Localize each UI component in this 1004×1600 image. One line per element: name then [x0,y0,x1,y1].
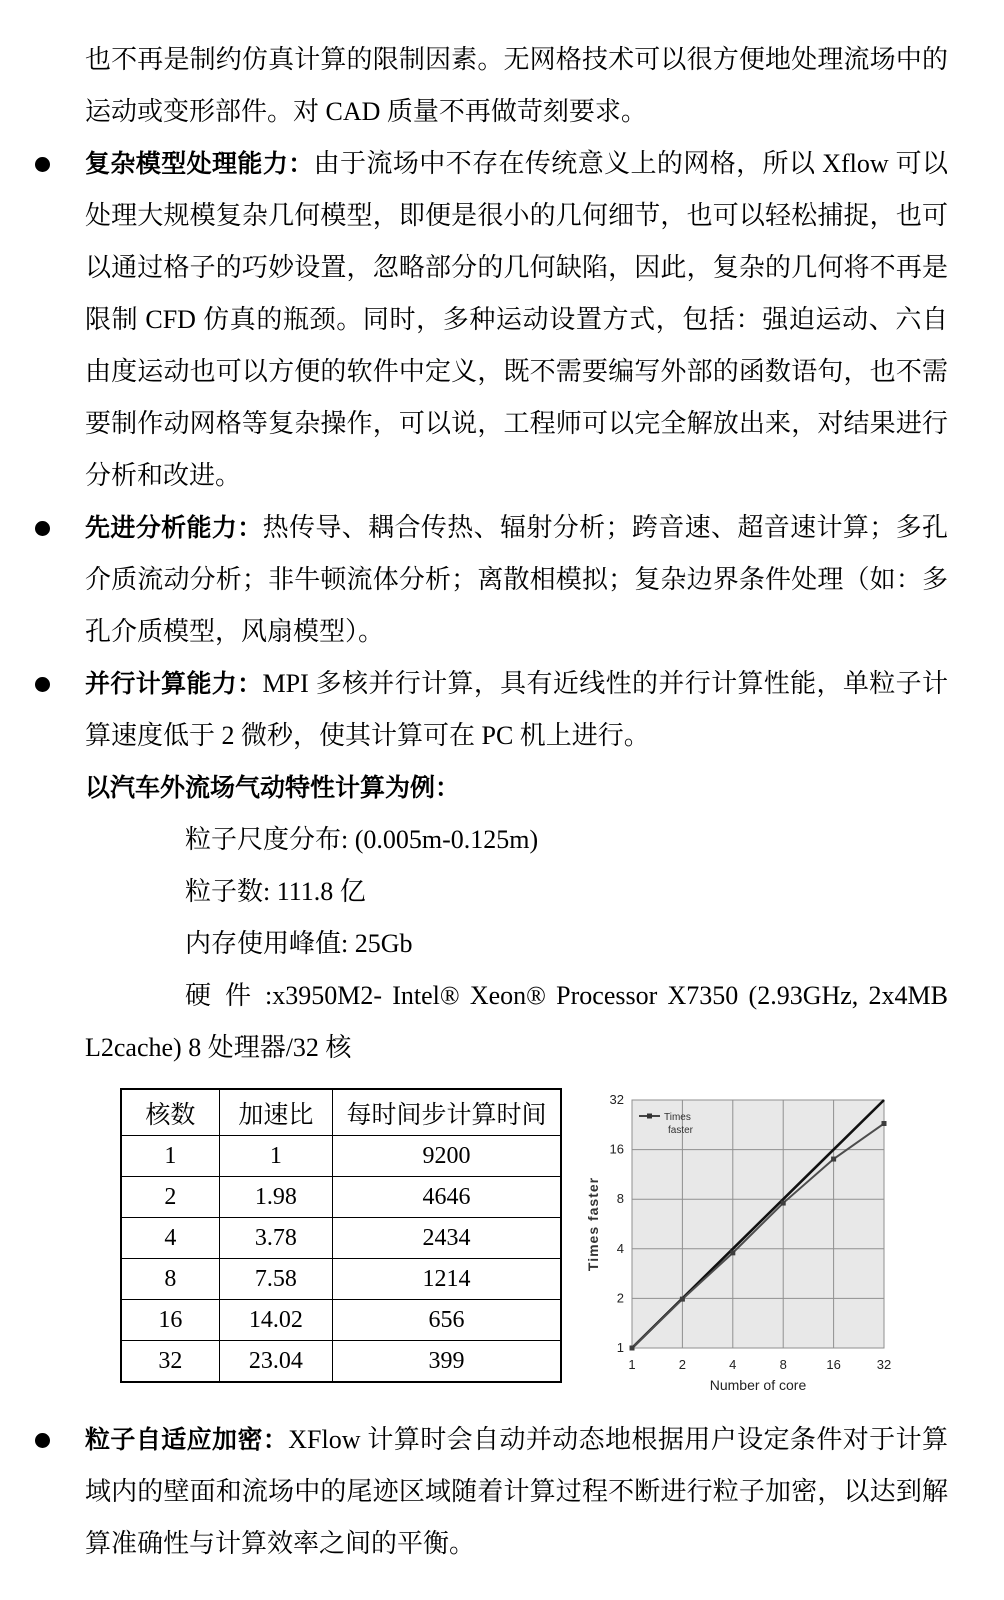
speedup-chart-svg [584,1090,936,1402]
data-marker [730,1250,735,1255]
bullet-body: 热传导、耦合传热、辐射分析；跨音速、超音速计算；多孔介质流动分析；非牛顿流体分析；离散相模拟；复杂边界条件处理（如：多孔介质模型，风扇模型）。 [85,513,948,646]
bullet-icon [35,1433,50,1448]
svg-text:1: 1 [616,1340,624,1355]
table-cell: 1214 [332,1259,561,1300]
svg-text:16: 16 [826,1357,841,1372]
svg-text:4: 4 [729,1357,737,1372]
table-cell: 8 [121,1259,219,1300]
spec-hardware: 硬 件 :x3950M2- Intel® Xeon® Processor X7350 (2.93GHz, 2x4MB L2cache) 8 处理器/32 核 [85,981,948,1062]
table-cell: 4646 [332,1177,561,1218]
svg-text:32: 32 [609,1092,624,1107]
svg-text:16: 16 [609,1141,624,1157]
table-row [121,1218,561,1259]
bullet-complex-model [85,138,948,502]
spec-particle-count: 粒子数: 111.8 亿 [185,877,366,906]
bullet-heading: 先进分析能力： [85,514,263,542]
table-cell: 32 [121,1341,219,1383]
data-marker [630,1346,635,1351]
table-row [121,1177,561,1218]
spec-memory-peak: 内存使用峰值: 25Gb [185,929,413,958]
table-row [121,1136,561,1177]
bullet-adaptive-refinement [85,1414,948,1570]
table-cell: 399 [332,1341,561,1383]
y-axis-label: Times faster [585,1176,601,1272]
svg-text:1: 1 [628,1357,636,1372]
table-cell: 1 [219,1136,332,1177]
svg-text:4: 4 [616,1240,624,1256]
spec-particle-size: 粒子尺度分布: (0.005m-0.125m) [185,825,539,854]
col-header-cores: 核数 [121,1089,219,1136]
bullet-body: XFlow 计算时会自动并动态地根据用户设定条件对于计算域内的壁面和流场中的尾迹区域随着计算过程不断进行粒子加密，以达到解算准确性与计算效率之间的平衡。 [85,1425,948,1558]
speedup-table-body [121,1136,561,1383]
table-cell: 16 [121,1300,219,1341]
table-cell: 4 [121,1218,219,1259]
table-cell: 7.58 [219,1259,332,1300]
table-cell: 2 [121,1177,219,1218]
data-marker [831,1157,836,1162]
intro-paragraph: 也不再是制约仿真计算的限制因素。无网格技术可以很方便地处理流场中的运动或变形部件。对 CAD 质量不再做苛刻要求。 [85,45,948,126]
bullet-parallel-computing [85,658,948,762]
svg-text:32: 32 [876,1357,892,1372]
col-header-time: 每时间步计算时间 [332,1089,561,1136]
x-axis-label: Number of core [709,1377,807,1393]
table-cell: 656 [332,1300,561,1341]
table-cell: 14.02 [219,1300,332,1341]
col-header-speedup: 加速比 [219,1089,332,1136]
svg-text:Times: Times [664,1112,691,1123]
table-cell: 3.78 [219,1218,332,1259]
data-marker [781,1201,786,1206]
table-cell: 9200 [332,1136,561,1177]
table-cell: 1.98 [219,1177,332,1218]
table-row [121,1341,561,1383]
bullet-icon [35,677,50,692]
table-cell: 2434 [332,1218,561,1259]
table-cell: 1 [121,1136,219,1177]
table-row [121,1259,561,1300]
svg-text:8: 8 [616,1191,624,1207]
bullet-body: 由于流场中不存在传统意义上的网格，所以 Xflow 可以处理大规模复杂几何模型，即便是很小的几何细节，也可以轻松捕捉，也可以通过格子的巧妙设置，忽略部分的几何缺陷，因此，复杂的几何将不再是限制 CFD 仿真的瓶颈。同时，多种运动设置方式，包括：强迫运动、六自由度运动也可以方便的软件中定义，既不需要编写外部的函数语句，也不需要制作动网格等复杂操作，可以说，工程师可以完全解放出来，对结果进行分析和改进。 [85,149,948,490]
bullet-advanced-analysis [85,502,948,658]
table-header-row [121,1089,561,1136]
bullet-body: MPI 多核并行计算，具有近线性的并行计算性能，单粒子计算速度低于 2 微秒，使其计算可在 PC 机上进行。 [85,669,948,750]
bullet-heading: 粒子自适应加密： [85,1426,289,1454]
data-marker [680,1297,685,1302]
svg-text:2: 2 [616,1290,624,1306]
svg-text:2: 2 [678,1357,687,1372]
bullet-icon [35,157,50,172]
table-and-chart-row [120,1088,948,1402]
speedup-chart [584,1090,936,1402]
bullet-heading: 并行计算能力： [85,670,263,698]
data-marker [882,1121,887,1126]
bullet-heading: 复杂模型处理能力： [85,150,314,178]
svg-text:8: 8 [779,1357,787,1372]
table-row [121,1300,561,1341]
svg-text:faster: faster [668,1125,694,1136]
bullet-icon [35,521,50,536]
table-cell: 23.04 [219,1341,332,1383]
speedup-table [120,1088,562,1383]
example-title: 以汽车外流场气动特性计算为例： [85,774,461,802]
